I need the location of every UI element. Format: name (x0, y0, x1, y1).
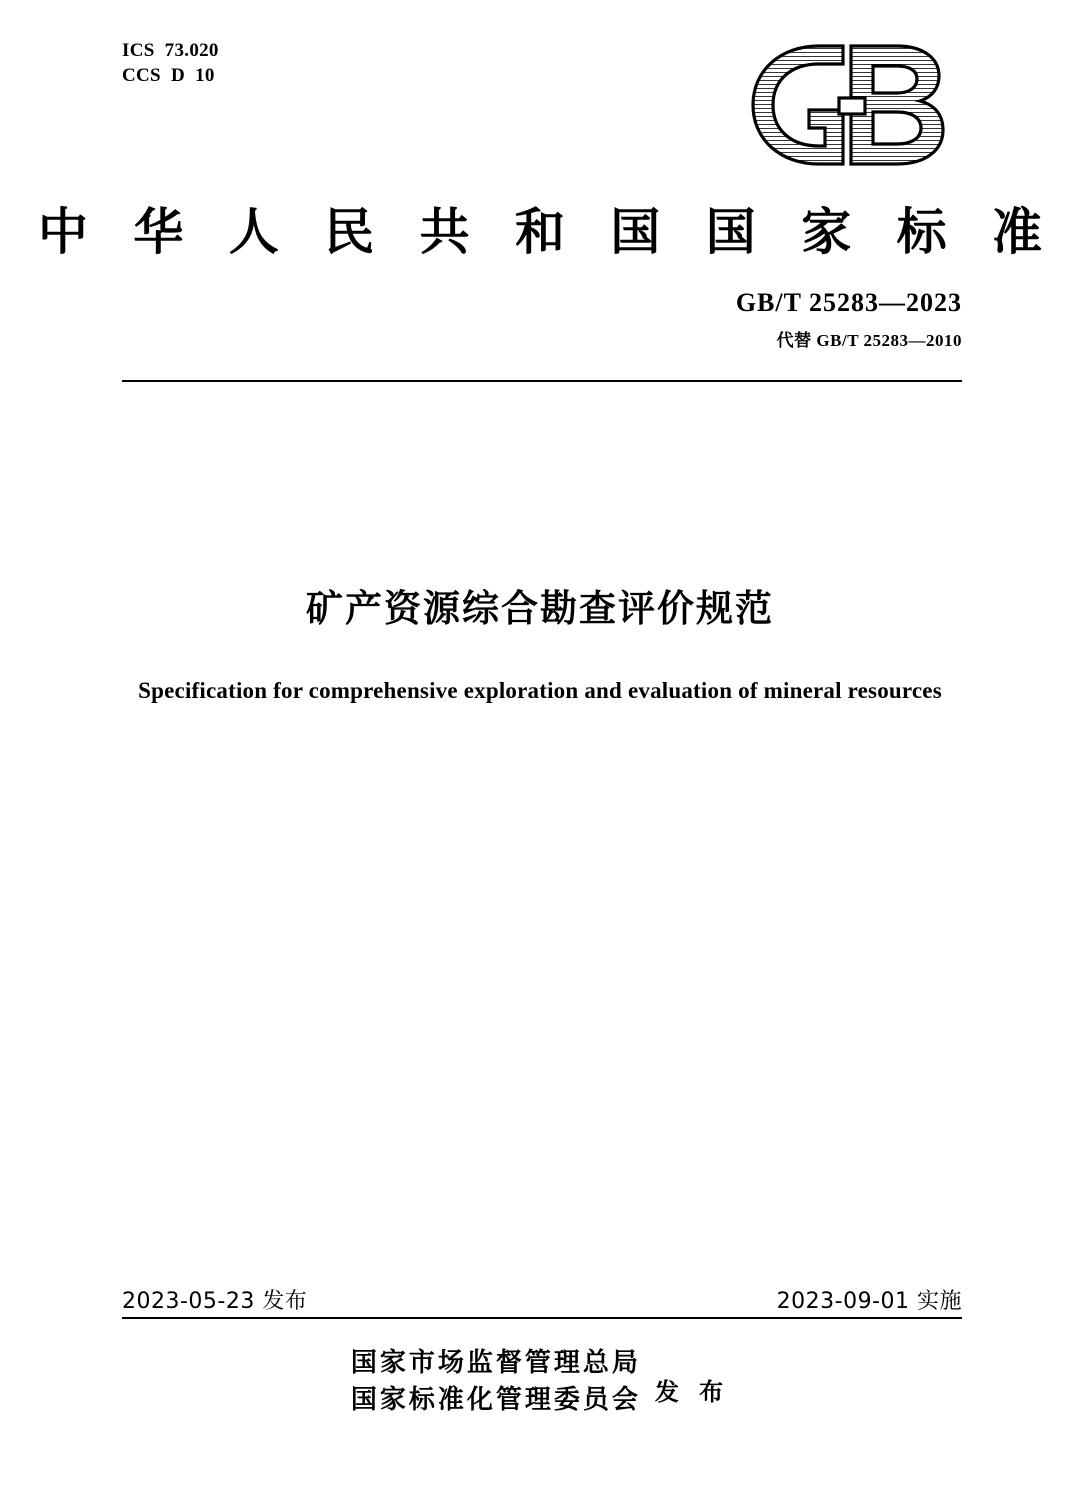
publisher-block (0, 1345, 1080, 1419)
gb-emblem-icon (747, 40, 962, 170)
divider-bottom (122, 1317, 962, 1319)
national-standard-heading: 中 华 人 民 共 和 国 国 家 标 准 (37, 202, 1057, 261)
effective-date: 2023-09-01 实施 (776, 1289, 962, 1314)
divider-top (122, 380, 962, 382)
standard-number: GB/T 25283—2023 (735, 288, 962, 317)
issue-date: 2023-05-23 发布 (122, 1289, 308, 1314)
document-title-chinese: 矿产资源综合勘查评价规范 (306, 587, 774, 630)
ics-code: ICS 73.020 (122, 40, 219, 61)
standard-number-block (736, 288, 962, 351)
publisher-action-label: 发 布 (654, 1377, 730, 1407)
publisher-line-1: 国家市场监督管理总局 (350, 1348, 641, 1378)
classification-codes (122, 38, 219, 88)
document-title-english: Specification for comprehensive exploration and evaluation of mineral resources (138, 678, 942, 703)
publisher-names (351, 1345, 641, 1419)
publisher-line-2: 国家标准化管理委员会 (350, 1384, 641, 1415)
ccs-code: CCS D 10 (122, 65, 215, 87)
replaced-standard: 代替 GB/T 25283—2010 (776, 331, 962, 350)
